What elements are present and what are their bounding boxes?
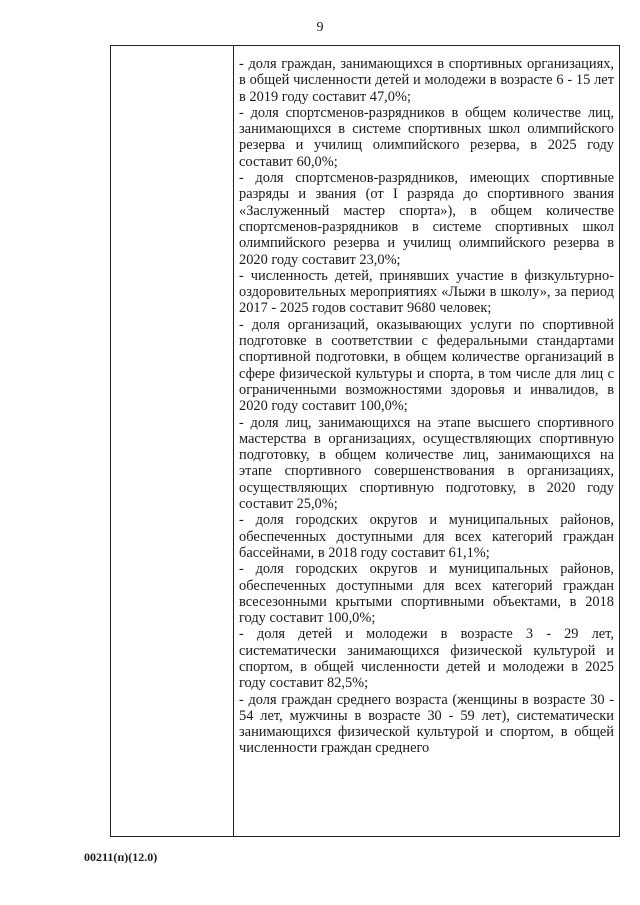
indicator-paragraph: - доля детей и молодежи в возрасте 3 - 29 лет, систематически занимающихся физической культурой и спортом, в общей численности детей и молодежи в 2025 году составит 82,5%; xyxy=(239,626,614,692)
indicator-paragraph: - доля граждан, занимающихся в спортивных организациях, в общей численности детей и молодежи в возрасте 6 - 15 лет в 2019 году составит 47,0%; xyxy=(239,56,614,105)
document-table xyxy=(110,45,620,837)
indicator-paragraph: - доля спортсменов-разрядников, имеющих спортивные разряды и звания (от I разряда до спортивного звания «Заслуженный мастер спорта»), в общем количестве спортсменов-разрядников в системе спортивных школ олимпийского резерва и училищ олимпийского резерва в 2020 году составит 23,0%; xyxy=(239,170,614,268)
indicator-paragraph: - доля спортсменов-разрядников в общем количестве лиц, занимающихся в системе спортивных школ олимпийского резерва и училищ олимпийского резерва, в 2025 году составит 60,0%; xyxy=(239,104,614,170)
table-right-cell xyxy=(239,56,614,757)
page-number: 9 xyxy=(316,20,324,35)
document-code: 00211(п)(12.0) xyxy=(84,850,158,864)
table-left-cell xyxy=(111,46,234,836)
indicator-paragraph: - доля городских округов и муниципальных районов, обеспеченных доступными для всех категорий граждан всесезонными крытыми спортивными объектами, в 2018 году составит 100,0%; xyxy=(239,561,614,627)
indicator-paragraph: - доля граждан среднего возраста (женщины в возрасте 30 - 54 лет, мужчины в возрасте 30 - 59 лет), систематически занимающихся физической культурой и спортом, в общей численности граждан среднего xyxy=(239,691,614,757)
indicator-paragraph: - доля городских округов и муниципальных районов, обеспеченных доступными для всех категорий граждан бассейнами, в 2018 году составит 61,1%; xyxy=(239,512,614,561)
indicator-paragraph: - численность детей, принявших участие в физкультурно-оздоровительных мероприятиях «Лыжи в школу», за период 2017 - 2025 годов составит 9680 человек; xyxy=(239,267,614,317)
indicator-paragraph: - доля организаций, оказывающих услуги по спортивной подготовке в соответствии с федеральными стандартами спортивной подготовки, в общем количестве организаций в сфере физической культуры и спорта, в том числе для лиц с ограниченными возможностями здоровья и инвалидов, в 2020 году составит 100,0%; xyxy=(239,316,614,415)
indicator-paragraph: - доля лиц, занимающихся на этапе высшего спортивного мастерства в организациях, осуществляющих спортивную подготовку, в общем количестве лиц, занимающихся на этапе спортивного совершенствования в организациях, осуществляющих спортивную подготовку, в 2020 году составит 25,0%; xyxy=(239,414,614,513)
